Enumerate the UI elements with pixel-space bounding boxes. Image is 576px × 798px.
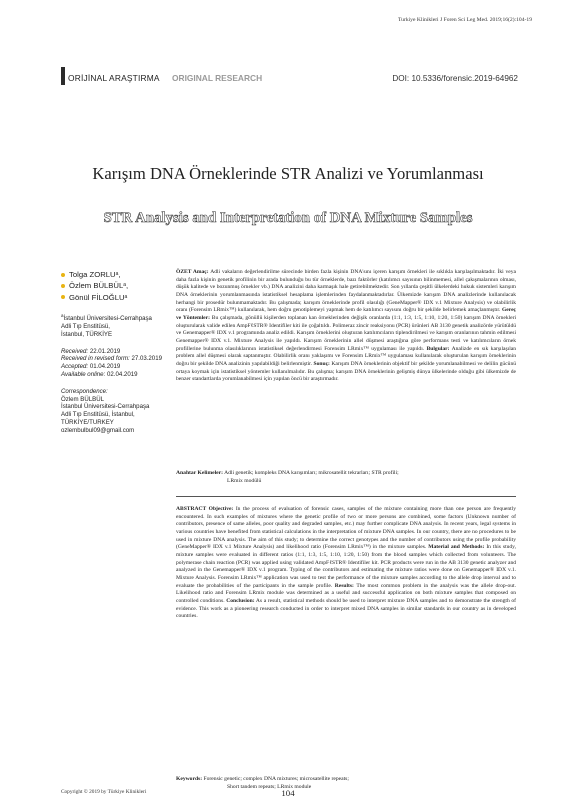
abstract-text: In the process of evaluation of forensic cases, samples of the mixture containing more than one person are frequently encountered. In such examples of mixtures where the genetic profile of two or more persons are combined, some factors (Unknown number of contributors, presence of same alleles, poor quality and degraded samples, etc.) may further complicate DNA analysis. In recent years, legal systems in various countries have benefited from statistical calculations in the interpretation of mixture DNA samples. In our country, there are no procedures to be used in mixture DNA analysis. The aim of this study; to determine the correct genotypes and the number of contributors using the profile probability (GeneMapper® IDX v.1 Mixture Analysis) and likelihood ratio (Forensim LRmix™) in the mixture samples. bbox=[176, 506, 516, 551]
author-bullet-icon bbox=[61, 284, 65, 288]
article-type-tr: ORİJİNAL ARAŞTIRMA bbox=[68, 73, 160, 83]
keywords-text: LRmix modülü bbox=[227, 477, 262, 484]
date-online: Available online: 02.04.2019 bbox=[61, 370, 138, 378]
abstract-text: Adli vakaların değerlendirilme sürecinde birden fazla kişinin DNA'sını içeren karışım örnekleri ile sıklıkla karşılaşılmaktadır. İki veya daha fazla kişinin genetik profilinin bir arada bulunduğu bu tür örneklerde, bazı faktörler (katılımcı sayısının bilinmemesi, allel çakışmalarının olması, düşük kalitede ve bozunmuş örnekler vb.) DNA analizini daha karmaşık hale getirebilmektedir. Son yıllarda çeşitli ülkelerdeki hukuk sistemleri karışım DNA örneklerinin yorumlanmasında istatistiksel hesaplama işlemlerinden faydalanmaktadırlar. Ülkemizde karışım DNA analizlerinde kullanılacak herhangi bir prosedür bulunmamaktadır. Bu çalışmada; karışım örneklerinde profil olasılığı (GeneMapper® IDX v.1 Mixture Analysis) ve olabilirlik oranı (Forensim LRmix™) kullanılarak, hem doğru genotiplemeyi yapmak hem de katılımcı sayısını doğru bir şekilde belirlemek amaçlanmıştır. bbox=[176, 269, 516, 314]
affiliation-sup: a bbox=[61, 313, 64, 319]
abstract-text: Analizde en sık karşılaşılan problem allel düşmesi olarak saptanmıştır. Olabilirlik oranı yaklaşımı ve Forensim LRmix™ uygulaması kullanılarak oluşturulan karışım örneklerinin doğru bir şekilde DNA analizinin yapılabildiği belirlenmiştir. bbox=[176, 345, 516, 367]
section-divider bbox=[176, 496, 516, 497]
abstract-text: Bu çalışmada, gönüllü kişilerden toplanan kan örneklerinden değişik oranlarda (1:1, 1:3, 1:5, 1:10, 1:20, 1:50) karışım DNA örnekleri oluşturularak valide edilen AmpFℓSTR® Identifiler kiti ile çoğaltıldı. Polimeraz zincir reaksiyonu (PCR) ürünleri AB 3130 genetik analizörde yürütüldü ve Genemapper® IDX v.1 programında analiz edildi. Karışım örneklerini oluşturan katılımcıların tiplendirilmesi ve karışım oranlarının tahmin edilmesi Genemapper® IDX v.1. Mixture Analysis ile yapıldı. Karışım örneklerinin allel düşmesi araştığına göre performans testi ve katılımcıların örnek profillerine bulunma olasılıklarının istatistiksel değerlendirmesi Forensim LRmix™ uygulaması ile yapıldı. bbox=[176, 314, 517, 352]
correspondence-label: Correspondence: bbox=[61, 387, 108, 395]
abstract-turkish bbox=[176, 269, 516, 384]
date-received: Received: 22.01.2019 bbox=[61, 347, 121, 355]
author-sup: a bbox=[124, 293, 128, 300]
author-sup: a bbox=[115, 270, 119, 277]
doi-link[interactable]: DOI: 10.5336/forensic.2019-64962 bbox=[392, 74, 518, 83]
author-bullet-icon bbox=[61, 273, 65, 277]
date-accepted: Accepted: 01.04.2019 bbox=[61, 363, 121, 371]
abstract-label: Sonuç: bbox=[313, 360, 330, 367]
abstract-label: Results: bbox=[334, 582, 354, 589]
date-revised: Received in revised form: 27.03.2019 bbox=[61, 355, 162, 363]
author-item[interactable]: Tolga ZORLU a , bbox=[61, 269, 173, 280]
affiliation-line: İstanbul Üniversitesi-Cerrahpaşa bbox=[63, 315, 152, 323]
abstract-label: Material and Methods: bbox=[428, 544, 485, 551]
correspondence-line: TÜRKİYE/TURKEY bbox=[61, 418, 114, 426]
correspondence-line: İstanbul Üniversitesi-Cerrahpaşa bbox=[61, 403, 150, 411]
keywords-turkish bbox=[176, 470, 516, 485]
keywords-text: Forensic genetic; complex DNA mixtures; microsatellite repeats; bbox=[203, 776, 349, 782]
correspondence bbox=[61, 388, 173, 435]
abstract-text: As a result, statistical methods should be used to interpret mixture DNA samples and to demonstrate the strength of evidence. This work as a pioneering research conducted in order to interpret mixed DNA samples in similar standards in our country as in developed countries. bbox=[176, 597, 516, 620]
title-english: STR Analysis and Interpretation of DNA Mixture Samples bbox=[103, 210, 473, 226]
running-head: Turkiye Klinikleri J Foren Sci Leg Med. 2019;16(2):104-19 bbox=[397, 17, 532, 23]
author-name: Tolga ZORLU bbox=[69, 269, 116, 279]
article-sidebar bbox=[61, 269, 173, 435]
keywords-label: Keywords: bbox=[176, 776, 203, 782]
article-type-en: ORIGINAL RESEARCH bbox=[172, 73, 263, 83]
abstract-label: Gereç ve Yöntemler: bbox=[176, 307, 516, 321]
abstract-label: Conclusion: bbox=[226, 597, 255, 604]
abstract-text: The most common problem in the analysis was the allele drop-out. Likelihood ratio and Forensim LRmix module was determined as a useful and successful application on both mixture samples that composed on controlled conditions. bbox=[176, 582, 516, 604]
author-bullet-icon bbox=[61, 295, 65, 299]
title-turkish: Karışım DNA Örneklerinde STR Analizi ve Yorumlanması bbox=[92, 164, 484, 183]
author-item[interactable]: Özlem BÜLBÜL a , bbox=[61, 280, 173, 291]
author-sup: a bbox=[123, 282, 127, 289]
author-name: Özlem BÜLBÜL bbox=[69, 281, 124, 291]
author-item[interactable] bbox=[61, 292, 173, 303]
keywords-text: Short tandem repeats; LRmix module bbox=[227, 783, 312, 790]
correspondence-email[interactable]: ozlembulbul09@gmail.com bbox=[61, 426, 135, 434]
page-number: 104 bbox=[281, 788, 295, 798]
keywords-text: Adli genetik; kompleks DNA karışımları; mikrosatellit tekrarları; STR profili; bbox=[224, 470, 399, 476]
copyright-notice: Copyright © 2019 by Türkiye Klinikleri bbox=[61, 789, 147, 795]
abstract-text: Karışım DNA örneklerinin objektif bir şekilde yorumlanabilmesi ve delilin gücünü ortaya koymak için istatistiksel yöntemler kullanılmalıdır. Bu çalışma; karışım DNA örneklerinin gelişmiş dünya ülkelerinde olduğu gibi ülkemizde de benzer standartlarda yorumlanabilmesi için yapılan öncü bir araştırmadır. bbox=[176, 360, 516, 383]
abstract-label: ABSTRACT Objective: bbox=[176, 506, 234, 512]
abstract-text: In this study, mixture samples were evaluated in different ratios (1:1, 1:3, 1:5, 1:10, 1:20, 1:50) from the blood samples which collected from volunteers. The polymerase chain reaction (PCR) was applied using validated AmpFℓSTR® Identifiler kit. PCR products were run in the AB 3130 genetic analyzer and analyzed in the Genemapper® IDX v.1 program. Typing of the contributors and estimating the mixture ratios were done on Genemapper® IDX v.1. Mixture Analysis. Forensim LRmix™ application was used to test the performance of the mixture samples according to the allele drop interval and to evaluate the probabilities of the participants in the sample profile. bbox=[176, 544, 516, 589]
article-type-bar bbox=[61, 67, 65, 85]
abstract-label: ÖZET Amaç: bbox=[176, 269, 209, 275]
author-name: Gönül FİLOĞLU bbox=[69, 292, 125, 302]
correspondence-line: Özlem BÜLBÜL bbox=[61, 395, 105, 403]
article-dates bbox=[61, 348, 173, 379]
affiliation-line: İstanbul, TÜRKİYE bbox=[61, 330, 113, 338]
abstract-label: Bulgular: bbox=[426, 345, 450, 352]
correspondence-line: Adli Tıp Enstitüsü, İstanbul, bbox=[61, 411, 135, 419]
affiliation-line: Adli Tıp Enstitüsü, bbox=[61, 323, 110, 330]
keywords-label: Anahtar Kelimeler: bbox=[176, 470, 223, 476]
abstract-english bbox=[176, 506, 516, 621]
affiliation bbox=[61, 312, 173, 338]
